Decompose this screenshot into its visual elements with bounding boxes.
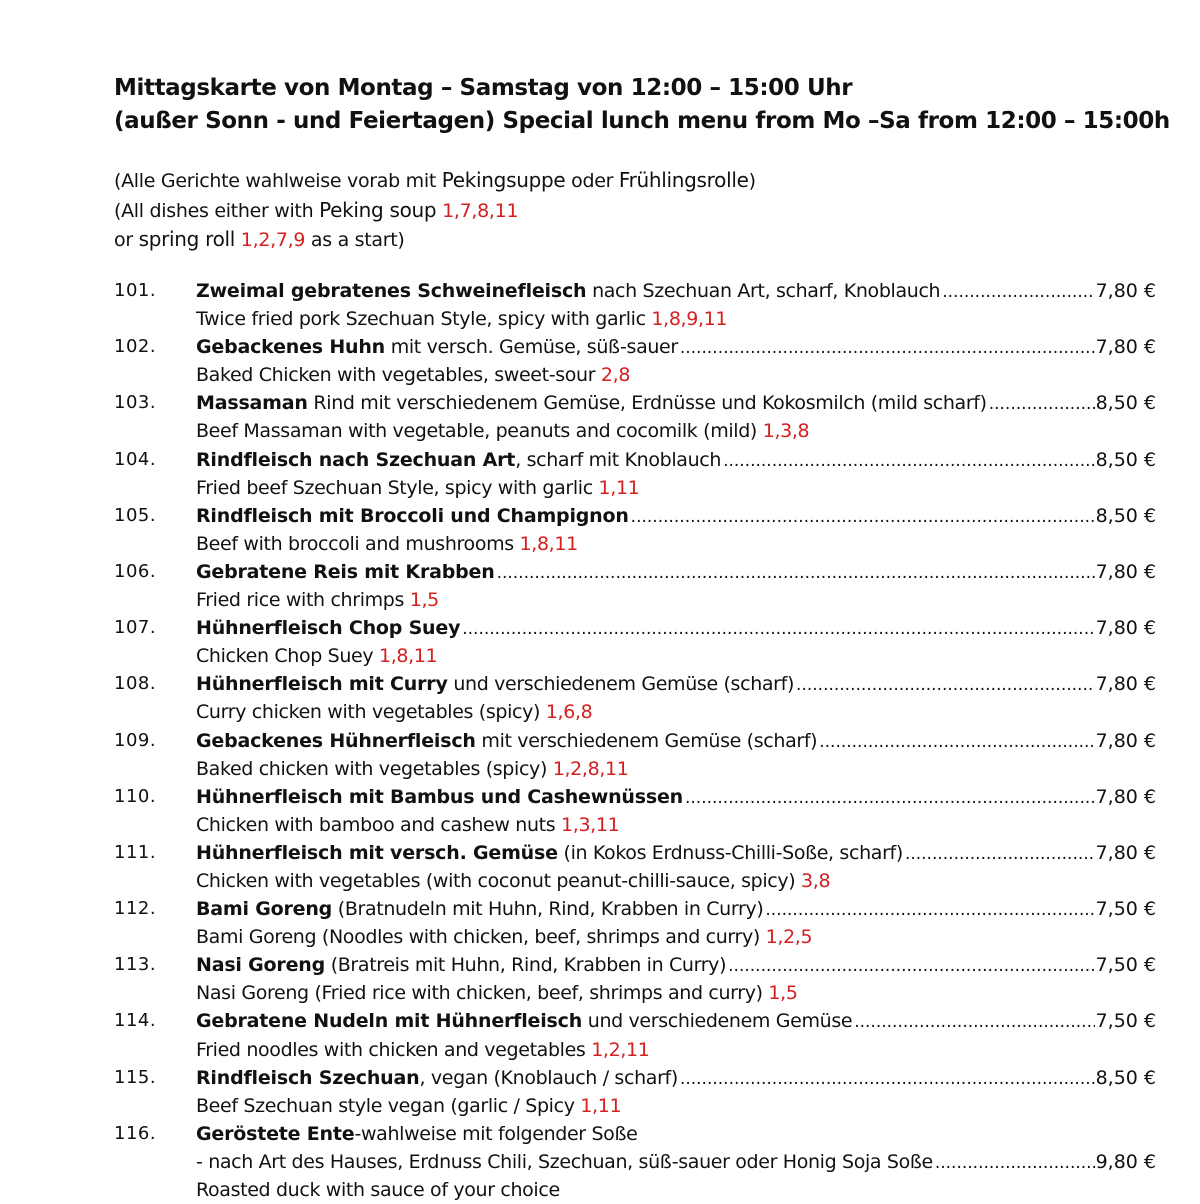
item-description: -wahlweise mit folgender Soße	[354, 1122, 638, 1145]
allergen-codes: 1,5	[768, 982, 798, 1005]
item-description: , scharf mit Knoblauch	[515, 448, 722, 471]
item-name: Rindfleisch Szechuan	[196, 1066, 420, 1089]
item-number: 106.	[114, 560, 157, 582]
menu-item-111	[0, 839, 1200, 895]
item-description: , vegan (Knoblauch / scharf)	[419, 1066, 678, 1089]
leader-dots	[631, 503, 1095, 531]
leader-dots	[680, 334, 1095, 362]
leader-dots	[935, 1149, 1095, 1177]
intro-text: (All dishes either with	[114, 199, 320, 222]
leader-dots	[497, 559, 1095, 587]
item-name: Gebackenes Huhn	[196, 336, 385, 359]
menu-item-114	[0, 1007, 1200, 1063]
item-name: Hühnerfleisch mit Curry	[196, 673, 448, 696]
menu-item-101	[0, 277, 1200, 333]
item-number: 107.	[114, 617, 157, 639]
intro-text: (Alle Gerichte wahlweise vorab mit	[114, 170, 442, 192]
item-description: nach Szechuan Art, scharf, Knoblauch	[586, 280, 941, 302]
intro-peking-soup: Pekingsuppe	[441, 168, 566, 192]
item-number: 103.	[114, 392, 157, 414]
item-name: Hühnerfleisch mit versch. Gemüse	[196, 841, 558, 864]
leader-dots	[819, 728, 1094, 756]
item-price: 9,80 €	[1095, 1150, 1156, 1173]
item-description: mit verschiedenem Gemüse (scharf)	[475, 729, 818, 752]
menu-item-115	[0, 1064, 1200, 1120]
sauce-options: - nach Art des Hauses, Erdnuss Chili, Szechuan, süß-sauer oder Honig Soja Soße	[196, 1150, 933, 1173]
item-number: 116.	[114, 1122, 157, 1144]
item-price: 7,80 €	[1095, 336, 1156, 359]
item-english: Bami Goreng (Noodles with chicken, beef, shrimps and curry)	[196, 926, 760, 949]
item-name: Gebratene Nudeln mit Hühnerfleisch	[196, 1010, 583, 1033]
allergen-codes: 1,8,11	[378, 645, 438, 668]
item-name: Gebackenes Hühnerfleisch	[196, 729, 476, 752]
allergen-codes: 1,11	[580, 1094, 622, 1117]
item-number: 108.	[114, 673, 157, 695]
menu-item-116	[0, 1120, 1200, 1204]
menu-item-113	[0, 951, 1200, 1007]
item-price: 8,50 €	[1095, 392, 1156, 415]
leader-dots	[680, 1065, 1095, 1093]
item-name: Bami Goreng	[196, 898, 333, 921]
item-number: 109.	[114, 729, 157, 751]
intro-peking-soup-en: Peking soup	[319, 197, 437, 222]
allergen-codes: 1,2,8,11	[552, 757, 629, 780]
menu-item-106	[0, 558, 1200, 614]
item-price: 7,50 €	[1095, 954, 1156, 977]
menu-item-110	[0, 783, 1200, 839]
item-name: Hühnerfleisch Chop Suey	[196, 617, 461, 640]
item-price: 7,80 €	[1095, 729, 1156, 752]
allergen-codes: 1,8,11	[519, 532, 578, 555]
item-number: 114.	[114, 1010, 157, 1032]
item-english: Fried rice with chrimps	[196, 589, 405, 612]
intro-note	[114, 166, 756, 255]
item-english: Baked Chicken with vegetables, sweet-sour	[196, 364, 596, 387]
item-number: 112.	[114, 898, 157, 920]
item-english: Roasted duck with sauce of your choice	[196, 1179, 560, 1201]
leader-dots	[989, 390, 1095, 418]
allergen-codes: 1,7,8,11	[442, 199, 519, 222]
leader-dots	[942, 278, 1094, 306]
item-name: Zweimal gebratenes Schweinefleisch	[196, 280, 587, 302]
item-description: und verschiedenem Gemüse	[582, 1010, 853, 1033]
item-price: 7,50 €	[1095, 1010, 1156, 1033]
leader-dots	[765, 896, 1094, 924]
leader-dots	[905, 840, 1095, 868]
allergen-codes: 1,2,5	[765, 926, 813, 949]
item-number: 111.	[114, 841, 157, 863]
allergen-codes: 1,8,9,11	[651, 308, 728, 331]
item-english: Baked chicken with vegetables (spicy)	[196, 757, 548, 780]
item-price: 7,80 €	[1095, 673, 1156, 696]
intro-text: )	[748, 170, 756, 192]
item-english: Beef Szechuan style vegan (garlic / Spicy	[196, 1094, 575, 1117]
allergen-codes: 1,3,8	[762, 420, 810, 443]
item-english: Twice fried pork Szechuan Style, spicy with garlic	[196, 308, 646, 331]
item-number: 101.	[114, 280, 157, 301]
menu-item-102	[0, 333, 1200, 389]
item-english: Fried beef Szechuan Style, spicy with garlic	[196, 476, 593, 499]
item-price: 7,80 €	[1095, 617, 1156, 640]
item-name: Geröstete Ente	[196, 1122, 355, 1145]
item-price: 7,80 €	[1095, 280, 1156, 302]
menu-item-112	[0, 895, 1200, 951]
intro-line-3	[114, 225, 756, 255]
item-number: 105.	[114, 504, 157, 526]
item-price: 7,50 €	[1095, 898, 1156, 921]
item-number: 110.	[114, 785, 157, 807]
allergen-codes: 1,2,7,9	[240, 229, 306, 251]
intro-line-2	[114, 196, 756, 226]
item-name: Massaman	[196, 392, 308, 415]
menu-title-line-2: (außer Sonn - und Feiertagen) Special lunch menu from Mo –Sa from 12:00 – 15:00h	[114, 108, 1170, 134]
item-description: mit versch. Gemüse, süß-sauer	[385, 336, 678, 359]
item-english: Nasi Goreng (Fried rice with chicken, beef, shrimps and curry)	[196, 982, 763, 1005]
allergen-codes: 1,2,11	[591, 1038, 650, 1061]
item-name: Hühnerfleisch mit Bambus und Cashewnüssen	[196, 785, 683, 808]
menu-item-108	[0, 670, 1200, 726]
item-name: Gebratene Reis mit Krabben	[196, 560, 495, 583]
menu-item-103	[0, 389, 1200, 445]
item-price: 8,50 €	[1095, 448, 1156, 471]
item-name: Rindfleisch mit Broccoli und Champignon	[196, 504, 629, 527]
intro-text: as a start)	[305, 229, 405, 251]
leader-dots	[685, 784, 1095, 812]
item-english: Chicken Chop Suey	[196, 645, 374, 668]
item-description: (Bratreis mit Huhn, Rind, Krabben in Curry)	[325, 954, 727, 977]
menu-list	[0, 277, 1200, 1204]
item-description: Rind mit verschiedenem Gemüse, Erdnüsse und Kokosmilch (mild scharf)	[307, 392, 987, 415]
item-english: Beef Massaman with vegetable, peanuts and cocomilk (mild)	[196, 420, 757, 443]
leader-dots	[854, 1008, 1094, 1036]
allergen-codes: 1,6,8	[545, 701, 593, 724]
intro-text: oder	[565, 170, 619, 192]
item-description: und verschiedenem Gemüse (scharf)	[447, 673, 795, 696]
allergen-codes: 1,3,11	[561, 813, 620, 836]
item-price: 8,50 €	[1095, 1066, 1156, 1089]
allergen-codes: 3,8	[801, 869, 831, 892]
intro-text: or	[114, 229, 139, 251]
item-name: Rindfleisch nach Szechuan Art	[196, 448, 516, 471]
item-price: 7,80 €	[1095, 785, 1156, 808]
item-english: Curry chicken with vegetables (spicy)	[196, 701, 541, 724]
item-english: Chicken with vegetables (with coconut peanut-chilli-sauce, spicy)	[196, 869, 796, 892]
allergen-codes: 1,5	[409, 589, 439, 612]
leader-dots	[728, 952, 1094, 980]
item-number: 115.	[114, 1066, 157, 1088]
leader-dots	[723, 447, 1095, 475]
allergen-codes: 2,8	[600, 364, 631, 387]
item-english: Fried noodles with chicken and vegetables	[196, 1038, 586, 1061]
item-name: Nasi Goreng	[196, 954, 325, 977]
menu-item-104	[0, 446, 1200, 502]
menu-item-105	[0, 502, 1200, 558]
leader-dots	[796, 671, 1095, 699]
allergen-codes: 1,11	[598, 476, 640, 499]
item-number: 104.	[114, 448, 157, 470]
item-price: 7,80 €	[1095, 841, 1156, 864]
item-english: Chicken with bamboo and cashew nuts	[196, 813, 556, 836]
intro-line-1	[114, 166, 756, 196]
item-description: (Bratnudeln mit Huhn, Rind, Krabben in Curry)	[332, 898, 764, 921]
intro-spring-roll: Frühlingsrolle	[618, 168, 749, 192]
item-price: 8,50 €	[1095, 504, 1156, 527]
menu-item-107	[0, 614, 1200, 670]
menu-title-line-1: Mittagskarte von Montag – Samstag von 12:00 – 15:00 Uhr	[114, 75, 853, 101]
intro-spring-roll-en: spring roll	[138, 227, 236, 251]
menu-item-109	[0, 727, 1200, 783]
item-english: Beef with broccoli and mushrooms	[196, 532, 514, 555]
item-number: 113.	[114, 954, 157, 976]
item-description: (in Kokos Erdnuss-Chilli-Soße, scharf)	[557, 841, 903, 864]
item-number: 102.	[114, 336, 157, 358]
item-price: 7,80 €	[1095, 560, 1156, 583]
leader-dots	[462, 615, 1094, 643]
menu-title	[114, 72, 1170, 138]
